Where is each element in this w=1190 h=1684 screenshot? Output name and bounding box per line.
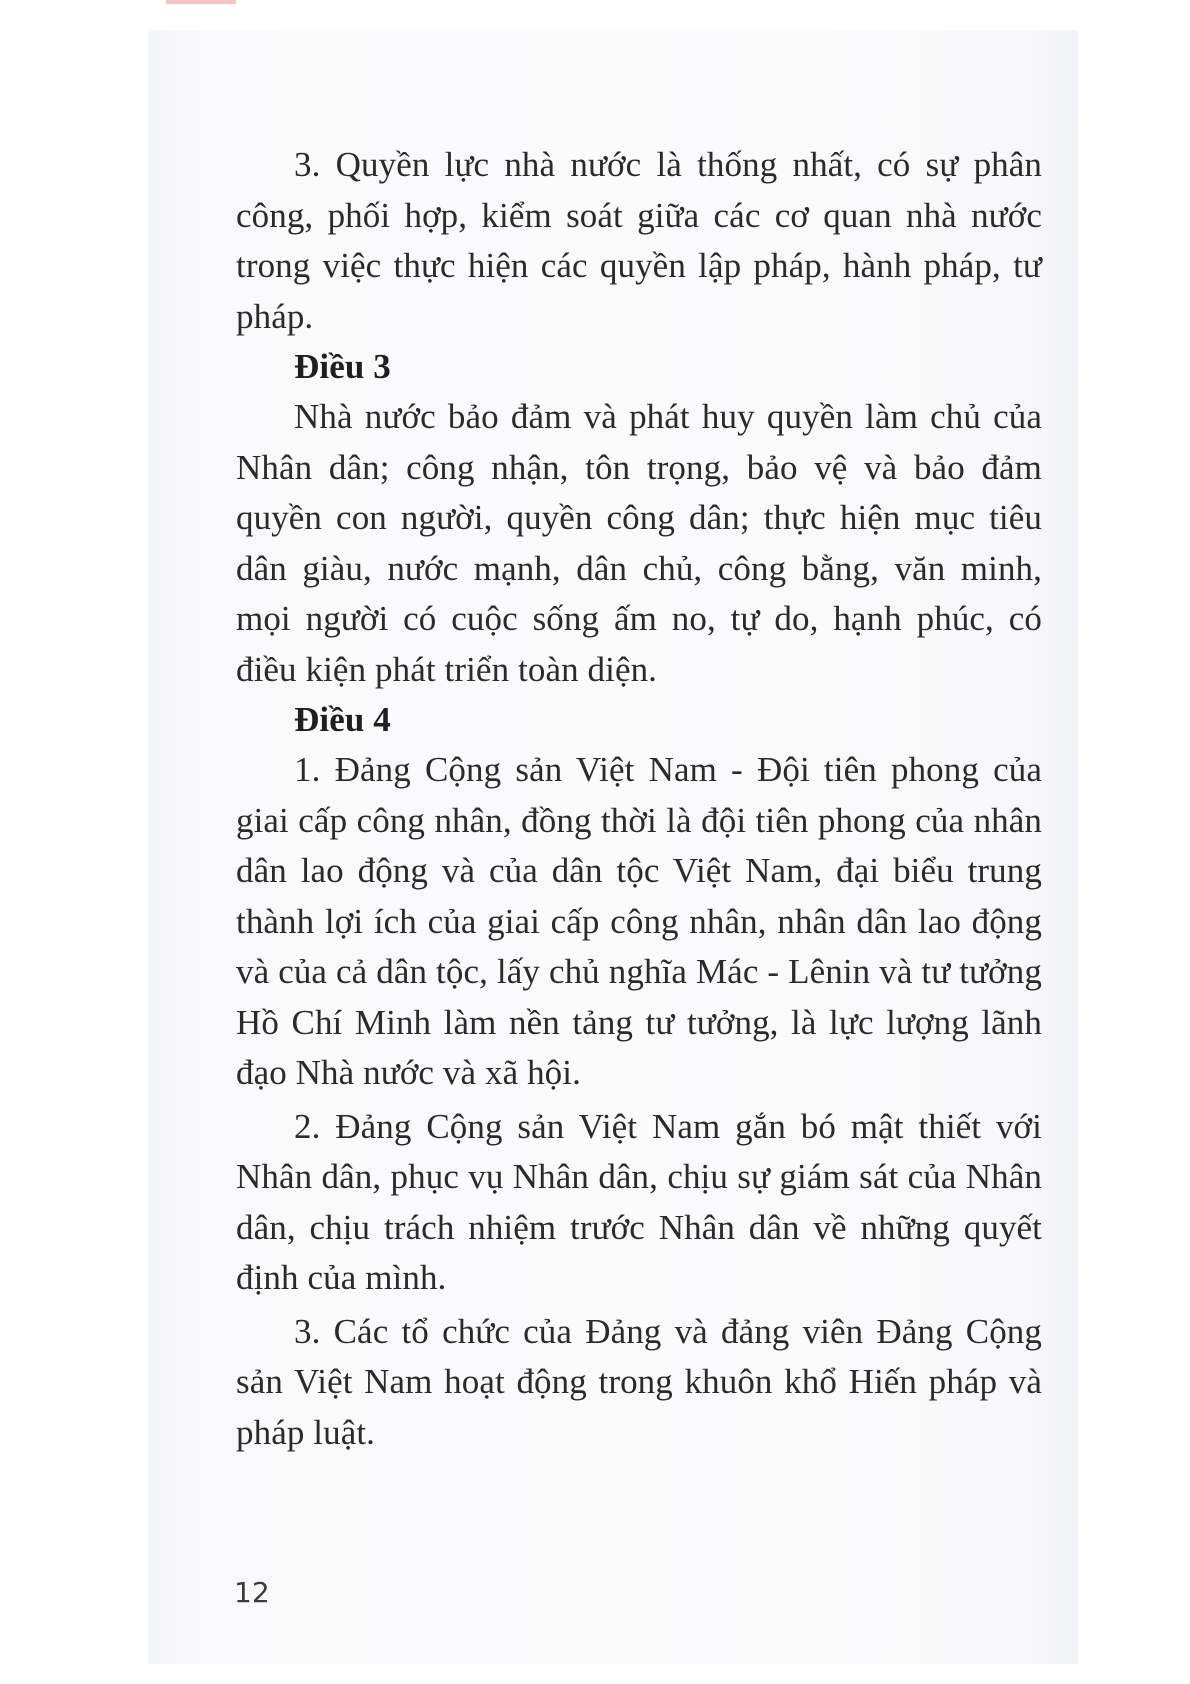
article-4-heading: Điều 4 xyxy=(294,700,391,739)
page-edge-mark xyxy=(166,0,236,4)
page-number: 12 xyxy=(234,1576,270,1609)
article-3-text: Nhà nước bảo đảm và phát huy quyền làm chủ của Nhân dân; công nhận, tôn trọng, bảo vệ và bảo đảm quyền con người, quyền công dân; thực hiện mục tiêu dân giàu, nước mạnh, dân chủ, công bằng, văn minh, mọi người có cuộc sống ấm no, tự do, hạnh phúc, có điều kiện phát triển toàn diện. xyxy=(236,397,1042,689)
article-3-heading: Điều 3 xyxy=(294,347,391,386)
article-4-clause-3: 3. Các tổ chức của Đảng và đảng viên Đảng Cộng sản Việt Nam hoạt động trong khuôn khổ Hiến pháp và pháp luật. xyxy=(236,1311,1042,1452)
page-body-text xyxy=(236,140,1042,1458)
article-4-clause-2: 2. Đảng Cộng sản Việt Nam gắn bó mật thiết với Nhân dân, phục vụ Nhân dân, chịu sự giám sát của Nhân dân, chịu trách nhiệm trước Nhân dân về những quyết định của mình. xyxy=(236,1106,1042,1297)
clause-3-article-2: 3. Quyền lực nhà nước là thống nhất, có sự phân công, phối hợp, kiểm soát giữa các cơ quan nhà nước trong việc thực hiện các quyền lập pháp, hành pháp, tư pháp. xyxy=(236,145,1042,336)
article-4-clause-1: 1. Đảng Cộng sản Việt Nam - Đội tiên phong của giai cấp công nhân, đồng thời là đội tiên phong của nhân dân lao động và của dân tộc Việt Nam, đại biểu trung thành lợi ích của giai cấp công nhân, nhân dân lao động và của cả dân tộc, lấy chủ nghĩa Mác - Lênin và tư tưởng Hồ Chí Minh làm nền tảng tư tưởng, là lực lượng lãnh đạo Nhà nước và xã hội. xyxy=(236,750,1042,1092)
